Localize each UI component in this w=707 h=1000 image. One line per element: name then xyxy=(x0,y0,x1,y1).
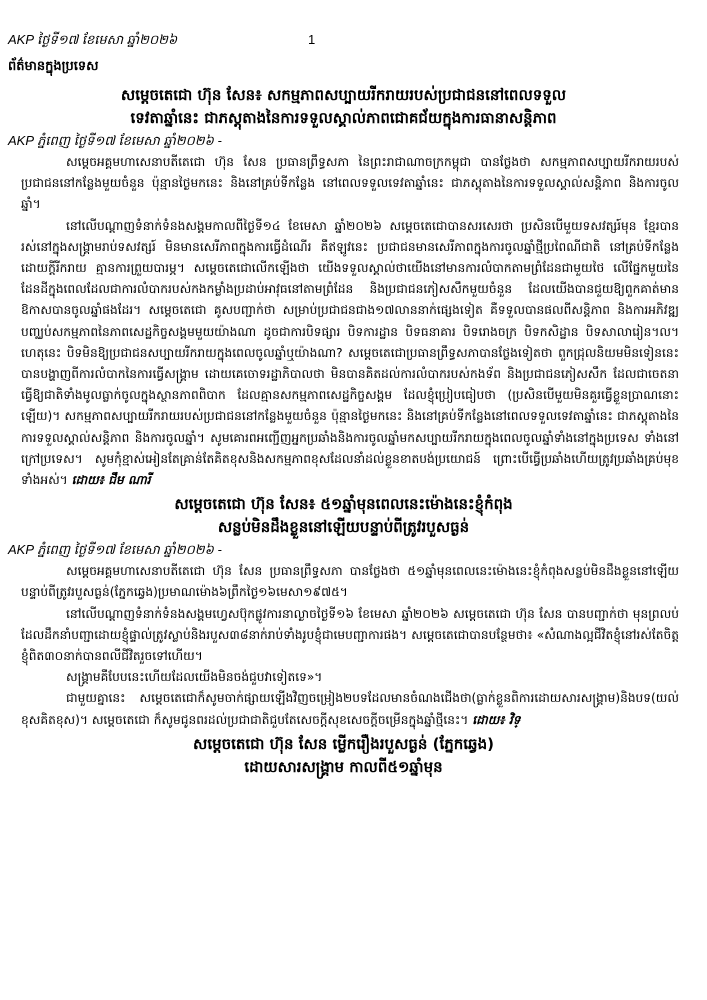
headline-line: សន្លប់មិនដឹងខ្លួននៅឡើយបន្ទាប់ពីត្រូវរបួសធ្ងន់ xyxy=(217,518,470,537)
headline-line: សម្តេចតេជោ ហ៊ុន សែន៖ ៥១ឆ្នាំមុនពេលនេះម៉ោងនេះខ្ញុំកំពុង xyxy=(174,495,513,514)
page-number: 1 xyxy=(308,32,316,47)
article-headline xyxy=(8,84,679,130)
article-paragraph xyxy=(8,688,679,730)
article-paragraph: សម្តេចអគ្គមហាសេនាបតីតេជោ ហ៊ុន សែន ប្រធានព្រឹទ្ធសភា បានថ្លែងថា ៥១ឆ្នាំមុនពេលនេះម៉ោងនេះខ្ញុំកំពុងសន្លប់មិនដឹងខ្លួននៅឡើយបន្ទាប់ពីត្រូវរបួសធ្ងន់(ភ្នែកឆ្វេង)ប្រមាណម៉ោង៦ព្រឹកថ្ងៃ១៦មេសា១៩៧៥។ xyxy=(21,564,679,600)
article-headline xyxy=(8,733,679,779)
headline-line: សម្តេចតេជោ ហ៊ុន សែន ម្លើករឿងរបួសធ្ងន់ (ភ្នែកឆ្វេង) xyxy=(193,734,494,753)
headline-line: ដោយសារសង្គ្រាម កាលពី៥១ឆ្នាំមុន xyxy=(244,757,443,776)
article-byline: AKP ភ្នំពេញ ថ្ងៃទី១៧ ខែមេសា ឆ្នាំ២០២៦ - xyxy=(8,542,222,558)
article-1 xyxy=(8,84,679,491)
article-paragraph: សម្តេចអគ្គមហាសេនាបតីតេជោ ហ៊ុន សែន ប្រធានព្រឹទ្ធសភា នៃព្រះរាជាណាចក្រកម្ពុជា បានថ្លែងថា សកម្មភាពសប្បាយរីករាយរបស់ប្រជាជននៅកន្លែងមួយចំនួន ប៉ុន្មានថ្ងៃមកនេះ និងនៅគ្រប់ទីកន្លែង នៅពេលទទួលទេវតាឆ្នាំនេះ ជាភស្តុតាងនៃការទទួលស្គាល់សន្តិភាព និងការចូលឆ្នាំ។ xyxy=(21,155,679,212)
headline-line: ទេវតាឆ្នាំនេះ ជាភស្តុតាងនៃការទទួលស្គាល់ភាពជោគជ័យក្នុងការធានាសន្តិភាព xyxy=(130,109,557,127)
article-headline xyxy=(8,493,679,539)
paragraph-text: ជាមួយគ្នានេះ សម្តេចតេជោក៏សូមចាក់ផ្សាយឡើងវិញចម្រៀង២បទដែលមានចំណងជើងថា(ធ្លាក់ខ្លួនពិការដោយសារសង្គ្រាម)និងបទ(យល់ខុសគិតខុស)។ សម្តេចតេជោ ក៏សូមជូនពរដល់ប្រជាជាតិជួបតែសេចក្តីសុខសេចក្តីចម្រើនក្នុងឆ្នាំថ្មីនេះ។ xyxy=(21,691,679,727)
article-author: ដោយ៖ ជឹម ណារី xyxy=(71,473,151,488)
article-3 xyxy=(8,733,679,779)
article-paragraph xyxy=(8,216,679,492)
article-byline: AKP ភ្នំពេញ ថ្ងៃទី១៧ ខែមេសា ឆ្នាំ២០២៦ - xyxy=(8,133,222,148)
header-date: AKP ថ្ងៃទី១៧ ខែមេសា ឆ្នាំ២០២៦ xyxy=(8,32,178,47)
article-paragraph: សង្គ្រាមគឺបែបនេះហើយដែលយើងមិនចង់ជួបវាទៀតទេ»។ xyxy=(66,670,323,685)
article-2 xyxy=(8,493,679,731)
article-paragraph: នៅលើបណ្តាញទំនាក់ទំនងសង្គមហ្វេសប៊ុកផ្លូវការនាល្ងាចថ្ងៃទី១៦ ខែមេសា ឆ្នាំ២០២៦ សម្តេចតេជោ ហ៊ុន សែន បានបញ្ជាក់ថា មុនព្រលប់ដែលដឹកនាំបញ្ជាដោយខ្ញុំផ្ទាល់ត្រូវស្លាប់និងរបួស៣៨នាក់រាប់ទាំងរូបខ្ញុំជាមេបញ្ជាការផង។ សម្តេចតេជោបានបន្ថែមថា៖ «សំណាងល្អជីវិតខ្ញុំនៅរស់តែចិត្តខ្ញុំពិត៣០នាក់បានពលីជីវិតរួចទៅហើយ។ xyxy=(21,606,679,664)
section-label: ព័ត៌មានក្នុងប្រទេស xyxy=(8,59,99,74)
headline-line: សម្តេចតេជោ ហ៊ុន សែន៖ សកម្មភាពសប្បាយរីករាយរបស់ប្រជាជននៅពេលទទួល xyxy=(120,86,567,104)
article-author: ដោយ៖ វិទ្ xyxy=(472,712,521,727)
paragraph-text: នៅលើបណ្តាញទំនាក់ទំនងសង្គមកាលពីថ្ងៃទី១៤ ខែមេសា ឆ្នាំ២០២៦ សម្តេចតេជោបានសរសេរថា ប្រសិនបើមួយទសវត្សរ៍មុន ខ្មែរបានរស់នៅក្នុងសង្គ្រាមរាប់ទសវត្សរ៍ មិនមានសេរីភាពក្នុងការធ្វើដំណើរ គឺឥឡូវនេះ ប្រជាជនមានសេរីភាពក្នុងការចូលឆ្នាំថ្មីប្រពៃណីជាតិ នៅគ្រប់ទីកន្លែង ដោយក្តីរីករាយ គ្មានការព្រួយបារម្ភ។ សម្តេចតេជោលើកឡើងថា យើងទទួលស្គាល់ថាយើងនៅមានការលំបាកតាមព្រំដែនជាមួយថៃ លើផ្នែកមួយនៃដែនដីក្នុងពេលដែលជាការលំបាករបស់កងកម្លាំងប្រដាប់អាវុធនៅតាមព្រំដែន និងប្រជាជនភៀសសឹកមួយចំនួន ដែលយើងបានជួយឱ្យពួកគាត់មានឱកាសបានចូលឆ្នាំផងដែរ។ សម្តេចតេជោ គូសបញ្ជាក់ថា សម្រាប់ប្រជាជនជាង១៧លាននាក់ផ្សេងទៀត គឺទទួលបានផលពីសន្តិភាព និងការអភិវឌ្ឍ បញ្ឈប់សកម្មភាពនៃភាពសេដ្ឋកិច្ចសង្គមមួយយ៉ាងណា ដូចជាការបិទផ្សារ បិទការដ្ឋាន បិទធនាគារ បិទរោងចក្រ បិទកសិដ្ឋាន បិទសាលារៀន។ល។ ហេតុនេះ បិទមិនឱ្យប្រជាជនសប្បាយរីករាយក្នុងពេលចូលឆ្នាំឬយ៉ាងណា? សម្តេចតេជោប្រធានព្រឹទ្ធសភាបានថ្លែងទៀតថា ពួកជ្រុលនិយមមិនទៀននេះបានបង្ហាញពីការលំបាកនៃការធ្វើសង្គ្រាម ដោយគេចោទរដ្ឋាភិបាលថា មិនបានគិតដល់ការលំបាករបស់កងទ័ព និងប្រជាជនភៀសសឹក ដែលជាចេតនាធ្វើឱ្យជាតិទាំងមូលធ្លាក់ចូលក្នុងស្ថានភាពពិបាក ដែលគ្មានសកម្មភាពសេដ្ឋកិច្ចសង្គម ដែលខ្ញុំប្រៀបធៀបថា (ប្រសិនបើមួយមិនគួរធ្វើខ្លួនប្រាណនោះឡើយ)។ សកម្មភាពសប្បាយរីករាយរបស់ប្រជាជននៅកន្លែងមួយចំនួន ប៉ុន្មានថ្ងៃមកនេះ និងនៅគ្រប់ទីកន្លែងនៅពេលទទួលទេវតាឆ្នាំនេះ ជាភស្តុតាងនៃការទទួលស្គាល់សន្តិភាព និងការចូលឆ្នាំ។ សូមគោរពអញ្ជើញអ្នកប្រឆាំងនិងការចូលឆ្នាំមកសប្បាយរីករាយក្នុងពេលចូលឆ្នាំទាំងនៅក្នុងប្រទេស ទាំងនៅក្រៅប្រទេស។ សូមកុំខ្មាស់អៀនតែគ្រាន់តែគិតខុសនិងសកម្មភាពខុសដែលនាំដល់ខ្លួនខាតបង់ប្រយោជន៍ ព្រោះបើធ្វើប្រឆាំងហើយត្រូវប្រឆាំងគ្រប់មុខទាំងអស់។ xyxy=(21,218,679,488)
page-header xyxy=(8,32,679,54)
